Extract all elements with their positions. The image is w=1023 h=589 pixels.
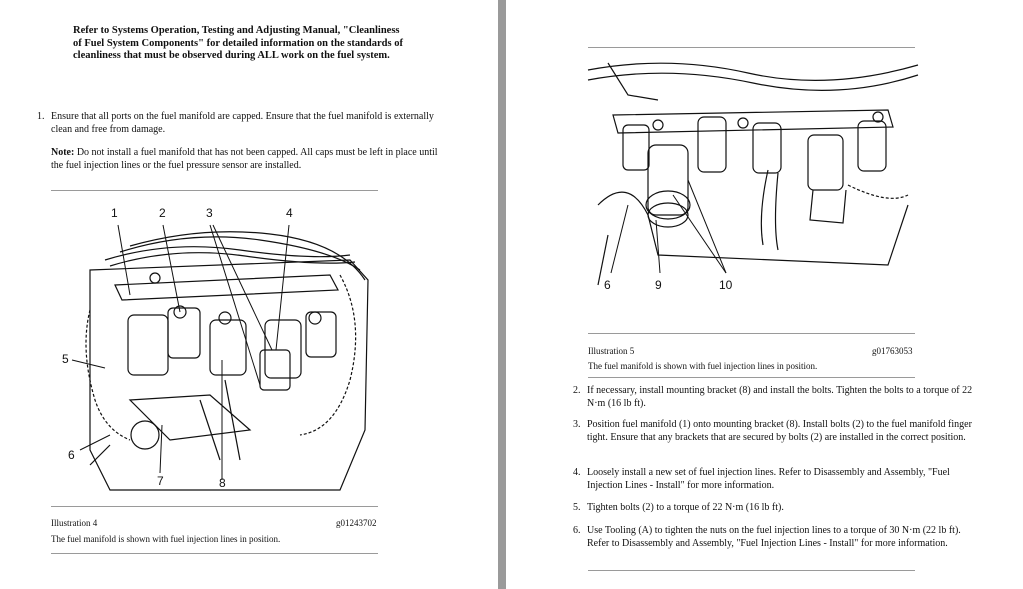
divider [51,553,378,554]
step-text: Position fuel manifold (1) onto mounting bracket (8). Install bolts (2) to the fuel manifold finger tight. Ensure that any brackets that are secured by bolts (2) are installed in the correct position. [587,419,972,443]
callout-8: 8 [219,476,226,490]
step-text: Ensure that all ports on the fuel manifold are capped. Ensure that the fuel manifold is externally clean and free from damage. [51,111,434,135]
illustration-label: Illustration 4 [51,518,98,528]
step-6 [573,525,983,563]
callout-6: 6 [604,278,611,292]
callout-6: 6 [68,448,75,462]
callout-9: 9 [655,278,662,292]
step-number: 1. [37,111,45,122]
divider [51,190,378,191]
note-label: Note: [51,147,75,158]
step-number: 2. [573,385,581,396]
step-5 [573,502,983,516]
fuel-manifold-drawing [50,200,380,500]
callout-5: 5 [62,352,69,366]
callout-1: 1 [111,206,118,220]
right-page [506,0,1023,589]
step-2 [573,385,983,411]
illustration-code: g01243702 [336,518,377,528]
divider [588,377,915,378]
step-text: Tighten bolts (2) to a torque of 22 N·m (16 lb ft). [587,502,784,513]
callout-4: 4 [286,206,293,220]
step-text: Loosely install a new set of fuel injection lines. Refer to Disassembly and Assembly, "Fuel Injection Lines - Install" for more information. [587,467,950,491]
divider [588,333,915,334]
illustration-label: Illustration 5 [588,346,635,356]
step-1 [37,111,457,139]
manifold-closeup-drawing [588,55,918,290]
note-text: Do not install a fuel manifold that has not been capped. All caps must be left in place until the fuel injection lines or the fuel pressure sensor are installed. [51,147,438,171]
step-4 [573,467,983,493]
page-gutter [498,0,506,589]
illustration-caption: The fuel manifold is shown with fuel injection lines in position. [588,361,818,371]
illustration-code: g01763053 [872,346,913,356]
note [51,147,451,172]
step-text: Use Tooling (A) to tighten the nuts on the fuel injection lines to a torque of 30 N·m (22 lb ft). Refer to Disassembly and Assembly, "Fuel Injection Lines - Install" for more information. [587,525,961,549]
cleanliness-warning: Refer to Systems Operation, Testing and Adjusting Manual, "Cleanliness of Fuel System Components" for detailed information on the standards of cleanliness that must be observed during ALL work on the fuel system. [73,25,403,61]
callout-10: 10 [719,278,733,292]
step-text: If necessary, install mounting bracket (8) and install the bolts. Tighten the bolts to a torque of 22 N·m (16 lb ft). [587,385,973,409]
divider [588,47,915,48]
step-number: 5. [573,502,581,513]
callout-2: 2 [159,206,166,220]
step-number: 6. [573,525,581,536]
step-3 [573,419,983,457]
divider [588,570,915,571]
left-page [0,0,498,589]
step-number: 3. [573,419,581,430]
callout-7: 7 [157,474,164,488]
illustration-caption: The fuel manifold is shown with fuel injection lines in position. [51,534,281,544]
step-number: 4. [573,467,581,478]
callout-3: 3 [206,206,213,220]
divider [51,506,378,507]
